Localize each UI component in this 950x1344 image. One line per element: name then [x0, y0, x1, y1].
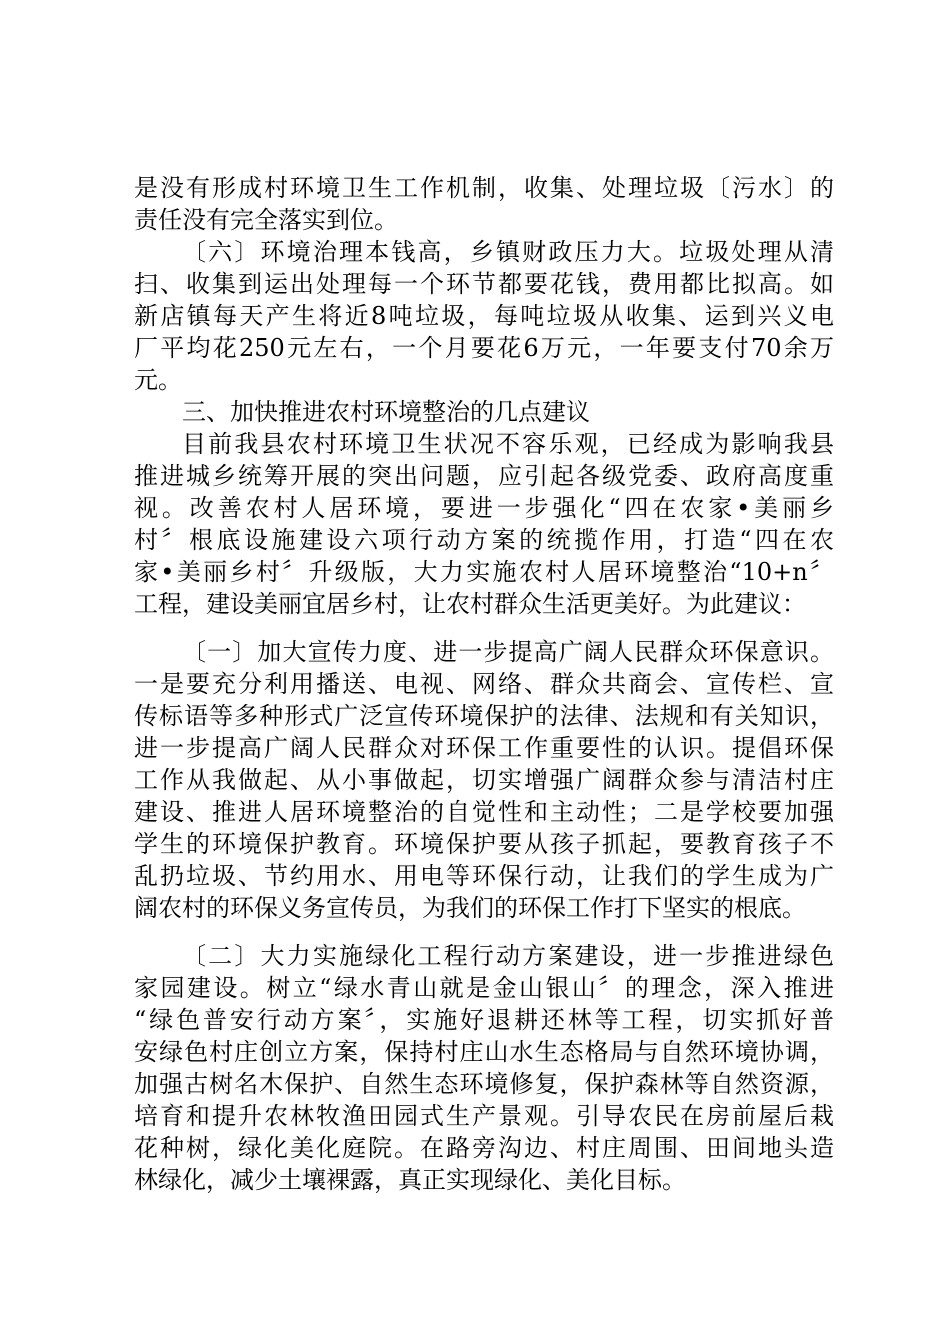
text-line: 一是要充分利用播送、电视、网络、群众共商会、宣传栏、宣 [134, 670, 834, 698]
text-line: 传标语等多种形式广泛宣传环境保护的法律、法规和有关知识， [134, 702, 834, 730]
text-line: 加强古树名木保护、自然生态环境修复，保护森林等自然资源， [134, 1070, 834, 1098]
text-line: 乱扔垃圾、节约用水、用电等环保行动，让我们的学生成为广 [134, 862, 834, 890]
paragraph-first-line: 目前我县农村环境卫生状况不容乐观，已经成为影响我县 [182, 430, 834, 458]
text-line: 是没有形成村环境卫生工作机制，收集、处理垃圾〔污水〕的 [134, 174, 834, 202]
paragraph-first-line: 〔六〕环境治理本钱高，乡镇财政压力大。垃圾处理从清 [182, 238, 834, 266]
text-line: 学生的环境保护教育。环境保护要从孩子抓起，要教育孩子不 [134, 830, 834, 858]
text-line: 元。 [134, 366, 182, 394]
text-line: 责任没有完全落实到位。 [134, 206, 398, 234]
text-line: 工作从我做起、从小事做起，切实增强广阔群众参与清洁村庄 [134, 766, 834, 794]
text-line: “绿色普安行动方案〞，实施好退耕还林等工程，切实抓好普 [134, 1006, 834, 1034]
text-line: 花种树，绿化美化庭院。在路旁沟边、村庄周围、田间地头造 [134, 1134, 834, 1162]
text-line: 推进城乡统筹开展的突出问题，应引起各级党委、政府高度重 [134, 462, 834, 490]
text-line: 安绿色村庄创立方案，保持村庄山水生态格局与自然环境协调， [134, 1038, 834, 1066]
text-line: 扫、收集到运出处理每一个环节都要花钱，费用都比拟高。如 [134, 270, 834, 298]
text-line: 培育和提升农林牧渔田园式生产景观。引导农民在房前屋后栽 [134, 1102, 834, 1130]
text-line: 村〞根底设施建设六项行动方案的统揽作用，打造“四在农 [134, 526, 834, 554]
text-line: 建设、推进人居环境整治的自觉性和主动性；二是学校要加强 [134, 798, 834, 826]
text-line: 家•美丽乡村〞升级版，大力实施农村人居环境整治“10+n〞 [134, 558, 834, 586]
text-line: 进一步提高广阔人民群众对环保工作重要性的认识。提倡环保 [134, 734, 834, 762]
text-line: 家园建设。树立“绿水青山就是金山银山〞的理念，深入推进 [134, 974, 834, 1002]
text-line: 厂平均花250元左右，一个月要花6万元，一年要支付70余万 [134, 334, 834, 362]
text-line: 视。改善农村人居环境，要进一步强化“四在农家•美丽乡 [134, 494, 834, 522]
section-heading: 三、加快推进农村环境整治的几点建议 [182, 398, 590, 426]
text-line: 新店镇每天产生将近8吨垃圾，每吨垃圾从收集、运到兴义电 [134, 302, 834, 330]
text-line: 林绿化，减少土壤裸露，真正实现绿化、美化目标。 [134, 1166, 686, 1194]
text-line: 阔农村的环保义务宣传员，为我们的环保工作打下坚实的根底。 [134, 894, 806, 922]
paragraph-first-line: 〔二〕大力实施绿化工程行动方案建设，进一步推进绿色 [182, 942, 834, 970]
paragraph-first-line: 〔一〕加大宣传力度、进一步提高广阔人民群众环保意识。 [182, 638, 834, 666]
text-line: 工程，建设美丽宜居乡村，让农村群众生活更美好。为此建议： [134, 590, 806, 618]
